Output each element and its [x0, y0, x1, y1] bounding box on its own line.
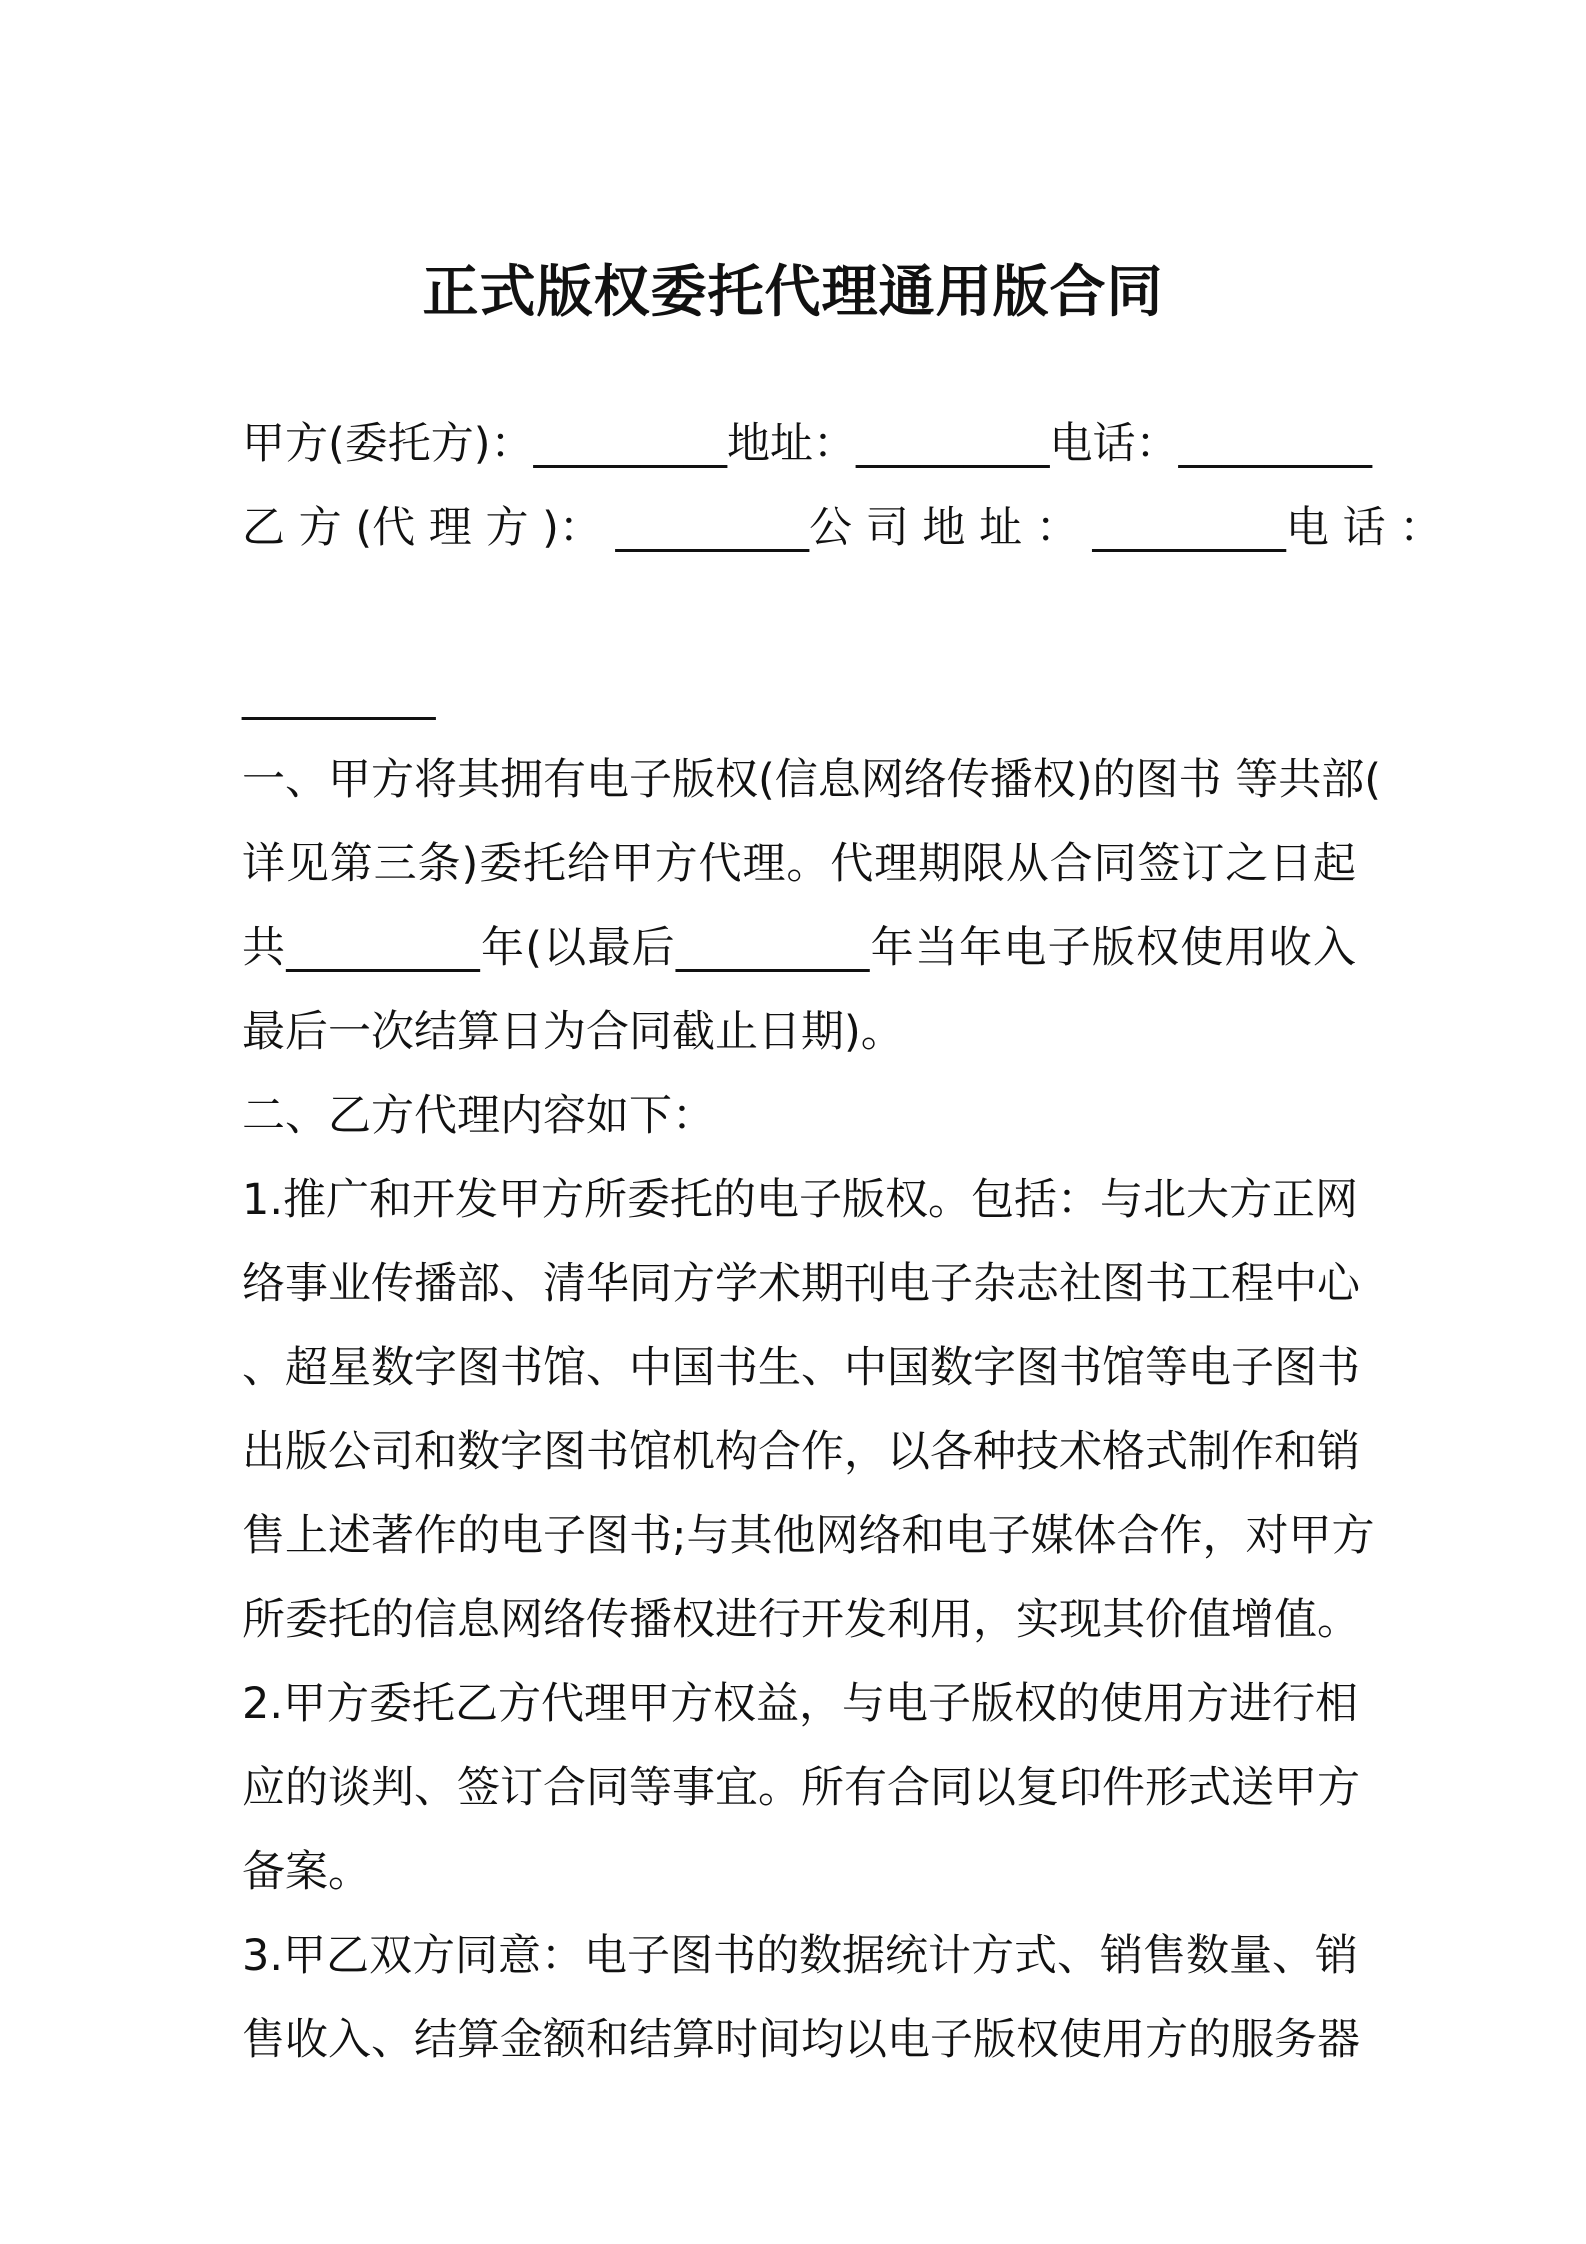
- party-a-line: 甲方(委托方)：_________地址：_________电话：_________: [242, 419, 1373, 469]
- clause-2-heading: 二、乙方代理内容如下：: [242, 1091, 715, 1141]
- clause-1-line: 一、甲方将其拥有电子版权(信息网络传播权)的图书 等共部(: [242, 755, 1381, 805]
- party-b-phone-blank: _________: [242, 671, 436, 721]
- document-body: [242, 402, 1443, 2082]
- clause-1-line: 共_________年(以最后_________年当年电子版权使用收入: [242, 923, 1356, 973]
- document-title: 正式版权委托代理通用版合同: [422, 260, 1164, 325]
- item-2-line: 备案。: [242, 1847, 371, 1897]
- item-2-line: 2.甲方委托乙方代理甲方权益，与电子版权的使用方进行相: [242, 1679, 1359, 1729]
- item-1-line: 1.推广和开发甲方所委托的电子版权。包括：与北大方正网: [242, 1175, 1359, 1225]
- item-3-line: 售收入、结算金额和结算时间均以电子版权使用方的服务器: [242, 2015, 1360, 2065]
- paragraph-gap: [242, 570, 1356, 654]
- item-3-line: 3.甲乙双方同意：电子图书的数据统计方式、销售数量、销: [242, 1931, 1359, 1981]
- party-b-line: 乙 方 (代 理 方 )： _________公 司 地 址 ： _________电 话 ：: [242, 503, 1443, 553]
- item-1-line: 、超星数字图书馆、中国书生、中国数字图书馆等电子图书: [242, 1343, 1360, 1393]
- clause-1-line: 最后一次结算日为合同截止日期)。: [242, 1007, 904, 1057]
- item-1-line: 络事业传播部、清华同方学术期刊电子杂志社图书工程中心: [242, 1259, 1360, 1309]
- clause-1-line: 详见第三条)委托给甲方代理。代理期限从合同签订之日起: [242, 839, 1356, 889]
- item-1-line: 出版公司和数字图书馆机构合作，以各种技术格式制作和销: [242, 1427, 1360, 1477]
- item-1-line: 售上述著作的电子图书;与其他网络和电子媒体合作，对甲方: [242, 1511, 1375, 1561]
- item-2-line: 应的谈判、签订合同等事宜。所有合同以复印件形式送甲方: [242, 1763, 1360, 1813]
- item-1-line: 所委托的信息网络传播权进行开发利用，实现其价值增值。: [242, 1595, 1360, 1645]
